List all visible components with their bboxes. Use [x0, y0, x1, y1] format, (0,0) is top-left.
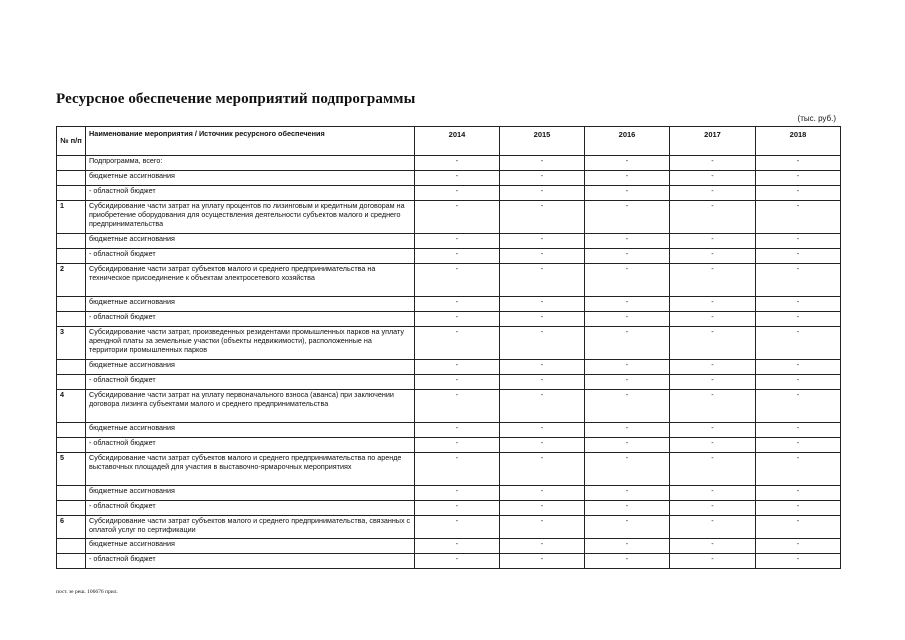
row-name: бюджетные ассигнования — [86, 297, 415, 312]
row-name: бюджетные ассигнования — [86, 539, 415, 554]
row-value-2018: - — [756, 438, 841, 453]
row-value-2015: - — [500, 453, 585, 486]
row-value-2014: - — [415, 438, 500, 453]
row-value-2015: - — [500, 554, 585, 569]
row-value-2017: - — [670, 234, 756, 249]
row-value-2014: - — [415, 327, 500, 360]
row-value-2017: - — [670, 423, 756, 438]
row-value-2017: - — [670, 249, 756, 264]
header-year-2014: 2014 — [415, 127, 500, 156]
row-number — [57, 297, 86, 312]
table-row — [57, 486, 841, 501]
row-value-2018: - — [756, 327, 841, 360]
row-value-2014: - — [415, 249, 500, 264]
row-value-2017: - — [670, 539, 756, 554]
row-name: - областной бюджет — [86, 501, 415, 516]
row-value-2016: - — [585, 234, 670, 249]
table-body — [57, 156, 841, 569]
table-row — [57, 312, 841, 327]
row-value-2014: - — [415, 375, 500, 390]
row-value-2014: - — [415, 486, 500, 501]
row-name: Подпрограмма, всего: — [86, 156, 415, 171]
row-value-2018: - — [756, 539, 841, 554]
row-name: - областной бюджет — [86, 554, 415, 569]
row-value-2016: - — [585, 375, 670, 390]
row-number — [57, 249, 86, 264]
row-value-2015: - — [500, 375, 585, 390]
row-name: бюджетные ассигнования — [86, 360, 415, 375]
row-value-2017: - — [670, 327, 756, 360]
row-value-2015: - — [500, 156, 585, 171]
row-value-2018: - — [756, 453, 841, 486]
row-number — [57, 156, 86, 171]
row-value-2017: - — [670, 156, 756, 171]
row-value-2014: - — [415, 516, 500, 539]
row-value-2016: - — [585, 360, 670, 375]
row-value-2014: - — [415, 312, 500, 327]
row-value-2014: - — [415, 171, 500, 186]
row-value-2015: - — [500, 171, 585, 186]
table-row — [57, 453, 841, 486]
row-value-2014: - — [415, 201, 500, 234]
row-value-2018: - — [756, 312, 841, 327]
row-value-2014: - — [415, 423, 500, 438]
row-number — [57, 186, 86, 201]
row-value-2015: - — [500, 297, 585, 312]
row-value-2015: - — [500, 423, 585, 438]
row-value-2015: - — [500, 234, 585, 249]
table-row — [57, 186, 841, 201]
row-value-2018: - — [756, 156, 841, 171]
table-row — [57, 390, 841, 423]
row-value-2017: - — [670, 375, 756, 390]
row-number — [57, 438, 86, 453]
table-row — [57, 201, 841, 234]
row-value-2014: - — [415, 554, 500, 569]
row-name: бюджетные ассигнования — [86, 486, 415, 501]
table-row — [57, 438, 841, 453]
table-row — [57, 297, 841, 312]
row-value-2015: - — [500, 186, 585, 201]
table-row — [57, 249, 841, 264]
row-name: Субсидирование части затрат субъектов малого и среднего предпринимательства по аренде выставочных площадей для участия в выставочно-ярмарочных мероприятиях — [86, 453, 415, 486]
row-name: Субсидирование части затрат субъектов малого и среднего предпринимательства, связанных с оплатой услуг по сертификации — [86, 516, 415, 539]
row-value-2017: - — [670, 297, 756, 312]
row-value-2014: - — [415, 156, 500, 171]
row-value-2017: - — [670, 312, 756, 327]
header-year-2017: 2017 — [670, 127, 756, 156]
row-number — [57, 501, 86, 516]
table-header-row — [57, 127, 841, 156]
row-number — [57, 539, 86, 554]
table-row — [57, 539, 841, 554]
row-value-2014: - — [415, 234, 500, 249]
row-value-2016: - — [585, 186, 670, 201]
header-year-2018: 2018 — [756, 127, 841, 156]
row-number: 1 — [57, 201, 86, 234]
row-value-2017: - — [670, 438, 756, 453]
row-value-2015: - — [500, 516, 585, 539]
table-row — [57, 375, 841, 390]
row-value-2017: - — [670, 186, 756, 201]
row-value-2017: - — [670, 554, 756, 569]
row-value-2016: - — [585, 554, 670, 569]
row-value-2016: - — [585, 438, 670, 453]
row-value-2016: - — [585, 390, 670, 423]
row-number — [57, 360, 86, 375]
row-value-2017: - — [670, 486, 756, 501]
row-value-2014: - — [415, 360, 500, 375]
row-name: бюджетные ассигнования — [86, 171, 415, 186]
table-row — [57, 516, 841, 539]
row-value-2018: - — [756, 249, 841, 264]
table-row — [57, 360, 841, 375]
table-row — [57, 423, 841, 438]
table-row — [57, 327, 841, 360]
row-value-2016: - — [585, 516, 670, 539]
row-number — [57, 171, 86, 186]
row-name: бюджетные ассигнования — [86, 234, 415, 249]
row-name: - областной бюджет — [86, 312, 415, 327]
row-value-2015: - — [500, 249, 585, 264]
row-value-2015: - — [500, 264, 585, 297]
row-value-2015: - — [500, 312, 585, 327]
row-value-2015: - — [500, 360, 585, 375]
row-value-2018: - — [756, 423, 841, 438]
row-value-2018: - — [756, 554, 841, 569]
row-number: 2 — [57, 264, 86, 297]
row-value-2017: - — [670, 390, 756, 423]
row-name: Субсидирование части затрат субъектов малого и среднего предпринимательства на техническое присоединение к объектам электросетевого хозяйства — [86, 264, 415, 297]
row-number: 6 — [57, 516, 86, 539]
row-value-2016: - — [585, 501, 670, 516]
row-number — [57, 423, 86, 438]
unit-label: (тыс. руб.) — [797, 114, 836, 123]
row-value-2015: - — [500, 201, 585, 234]
row-number: 3 — [57, 327, 86, 360]
row-name: Субсидирование части затрат на уплату первоначального взноса (аванса) при заключении договора лизинга субъектами малого и среднего предпринимательства — [86, 390, 415, 423]
resource-table — [56, 126, 841, 569]
row-value-2016: - — [585, 327, 670, 360]
row-number: 5 — [57, 453, 86, 486]
row-value-2014: - — [415, 297, 500, 312]
row-number — [57, 234, 86, 249]
row-name: - областной бюджет — [86, 375, 415, 390]
row-value-2017: - — [670, 501, 756, 516]
row-value-2017: - — [670, 516, 756, 539]
table-row — [57, 156, 841, 171]
header-name: Наименование мероприятия / Источник ресурсного обеспечения — [86, 127, 415, 156]
row-value-2018: - — [756, 297, 841, 312]
row-value-2017: - — [670, 453, 756, 486]
row-value-2016: - — [585, 312, 670, 327]
row-value-2017: - — [670, 201, 756, 234]
row-value-2016: - — [585, 156, 670, 171]
table-row — [57, 554, 841, 569]
row-value-2014: - — [415, 501, 500, 516]
row-name: - областной бюджет — [86, 249, 415, 264]
row-name: - областной бюджет — [86, 186, 415, 201]
row-value-2018: - — [756, 486, 841, 501]
row-value-2018: - — [756, 201, 841, 234]
row-value-2016: - — [585, 297, 670, 312]
table-row — [57, 234, 841, 249]
row-name: бюджетные ассигнования — [86, 423, 415, 438]
row-value-2015: - — [500, 438, 585, 453]
row-value-2017: - — [670, 360, 756, 375]
row-number: 4 — [57, 390, 86, 423]
footnote: пост. зе реш. 106676 прил. — [56, 589, 118, 595]
header-year-2016: 2016 — [585, 127, 670, 156]
table-row — [57, 501, 841, 516]
row-value-2018: - — [756, 186, 841, 201]
row-value-2018: - — [756, 360, 841, 375]
row-name: - областной бюджет — [86, 438, 415, 453]
row-number — [57, 375, 86, 390]
row-value-2015: - — [500, 390, 585, 423]
row-value-2018: - — [756, 390, 841, 423]
row-value-2016: - — [585, 201, 670, 234]
row-value-2015: - — [500, 501, 585, 516]
row-value-2016: - — [585, 453, 670, 486]
row-value-2016: - — [585, 423, 670, 438]
table-row — [57, 264, 841, 297]
row-name: Субсидирование части затрат на уплату процентов по лизинговым и кредитным договорам на приобретение оборудования для осуществления деятельности субъектов малого и среднего предпринимательства — [86, 201, 415, 234]
row-value-2016: - — [585, 249, 670, 264]
row-value-2018: - — [756, 375, 841, 390]
row-value-2015: - — [500, 327, 585, 360]
row-value-2014: - — [415, 453, 500, 486]
row-value-2014: - — [415, 390, 500, 423]
row-value-2018: - — [756, 264, 841, 297]
table-row — [57, 171, 841, 186]
row-value-2018: - — [756, 234, 841, 249]
row-name: Субсидирование части затрат, произведенных резидентами промышленных парков на уплату арендной платы за земельные участки (объекты недвижимости), расположенные на территории промышленных парков — [86, 327, 415, 360]
row-value-2015: - — [500, 486, 585, 501]
row-value-2015: - — [500, 539, 585, 554]
row-value-2014: - — [415, 264, 500, 297]
page-title: Ресурсное обеспечение мероприятий подпрограммы — [56, 91, 416, 107]
row-value-2018: - — [756, 501, 841, 516]
row-number — [57, 554, 86, 569]
row-value-2016: - — [585, 264, 670, 297]
row-value-2018: - — [756, 171, 841, 186]
row-value-2017: - — [670, 264, 756, 297]
row-value-2016: - — [585, 171, 670, 186]
row-value-2017: - — [670, 171, 756, 186]
header-year-2015: 2015 — [500, 127, 585, 156]
header-num: № п/п — [57, 127, 86, 156]
row-value-2014: - — [415, 539, 500, 554]
row-value-2016: - — [585, 486, 670, 501]
row-number — [57, 312, 86, 327]
row-value-2014: - — [415, 186, 500, 201]
row-number — [57, 486, 86, 501]
row-value-2018: - — [756, 516, 841, 539]
row-value-2016: - — [585, 539, 670, 554]
